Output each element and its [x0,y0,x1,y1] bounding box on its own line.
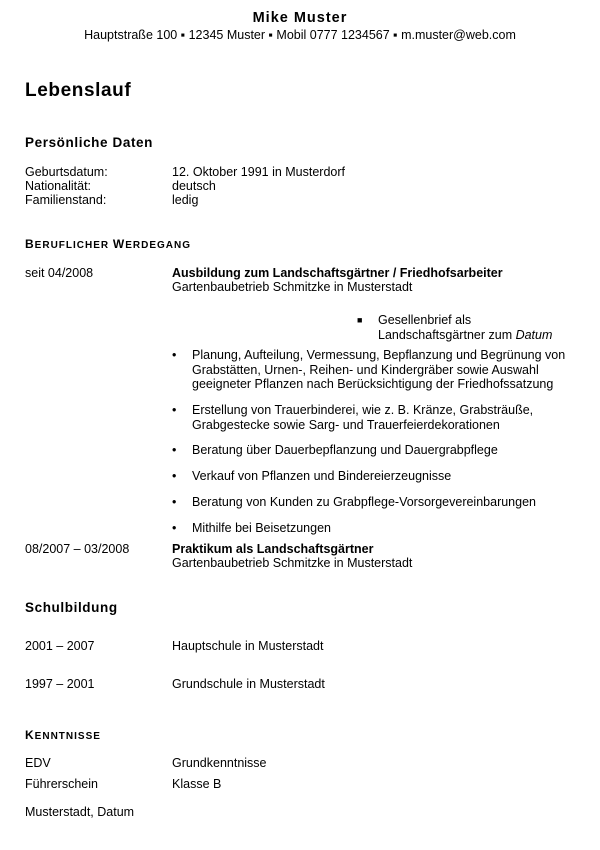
bullet-icon: • [172,443,177,457]
section-heading-personal: Persönliche Daten [25,135,153,150]
applicant-name: Mike Muster [252,10,348,26]
school-period: 2001 – 2007 [25,639,95,653]
bullet-icon: • [172,403,177,417]
job2-title: Praktikum als Landschaftsgärtner [172,542,374,556]
bullet-icon: • [172,521,177,535]
bullet-icon: • [172,348,177,362]
job1-task-text: Beratung von Kunden zu Grabpflege-Vorsorgevereinbarungen [192,495,536,509]
personal-label-birthdate: Geburtsdatum: [25,165,108,179]
career-heading-cap1: B [25,237,35,251]
school-name: Grundschule in Musterstadt [172,677,325,691]
section-heading-career [25,237,191,251]
certificate-line2: Landschaftsgärtner zum [378,327,516,342]
school-period: 1997 – 2001 [25,677,95,691]
bullet-icon: • [172,469,177,483]
job1-task-text: Mithilfe bei Beisetzungen [192,521,331,535]
square-bullet-icon: ■ [357,315,363,325]
job1-task-text: Planung, Aufteilung, Vermessung, Bepflanzung und Begrünung von Grabstätten, Urnen-, Reihen- und Kindergräber sowie Auswahl geeigneter Pflanzen nach Berücksichtigung der Friedhofssatzung [192,348,566,391]
career-heading-cap2: W [112,237,126,251]
job1-period: seit 04/2008 [25,266,94,280]
job2-period: 08/2007 – 03/2008 [25,542,130,556]
bullet-icon: • [172,495,177,509]
personal-value-birthdate: 12. Oktober 1991 in Musterdorf [172,165,346,179]
job1-company: Gartenbaubetrieb Schmitzke in Musterstadt [172,280,413,294]
section-heading-school: Schulbildung [25,600,118,615]
job1-task-text: Erstellung von Trauerbinderei, wie z. B. Kränze, Grabsträuße, Grabgestecke sowie Sarg- und Trauerfeierdekorationen [192,403,534,432]
personal-label-nationality: Nationalität: [25,179,92,193]
place-date-line: Musterstadt, Datum [25,805,135,819]
job2-company: Gartenbaubetrieb Schmitzke in Musterstadt [172,556,413,570]
document-title: Lebenslauf [25,80,132,101]
certificate-line1: Gesellenbrief als [378,313,472,327]
career-heading-rest1: ERUFLICHER [34,240,113,251]
certificate-date-placeholder: Datum [515,327,553,342]
personal-value-family: ledig [172,193,199,207]
career-heading-rest2: ERDEGANG [125,240,192,251]
skill-label-edv: EDV [25,756,51,770]
skill-value-license: Klasse B [172,777,222,791]
skills-heading-cap: K [25,728,35,742]
job1-certificate-text [378,313,578,342]
personal-value-nationality: deutsch [172,179,216,193]
section-heading-skills [25,728,101,742]
contact-line: Hauptstraße 100 ▪ 12345 Muster ▪ Mobil 0777 1234567 ▪ m.muster@web.com [84,28,516,42]
skill-label-license: Führerschein [25,777,98,791]
job1-task-text: Beratung über Dauerbepflanzung und Dauergrabpflege [192,443,498,457]
skills-heading-rest: ENNTNISSE [34,731,101,742]
skill-value-edv: Grundkenntnisse [172,756,267,770]
job1-task-text: Verkauf von Pflanzen und Bindereierzeugnisse [192,469,452,483]
school-name: Hauptschule in Musterstadt [172,639,324,653]
job1-title: Ausbildung zum Landschaftsgärtner / Friedhofsarbeiter [172,266,503,280]
personal-label-family: Familienstand: [25,193,107,207]
